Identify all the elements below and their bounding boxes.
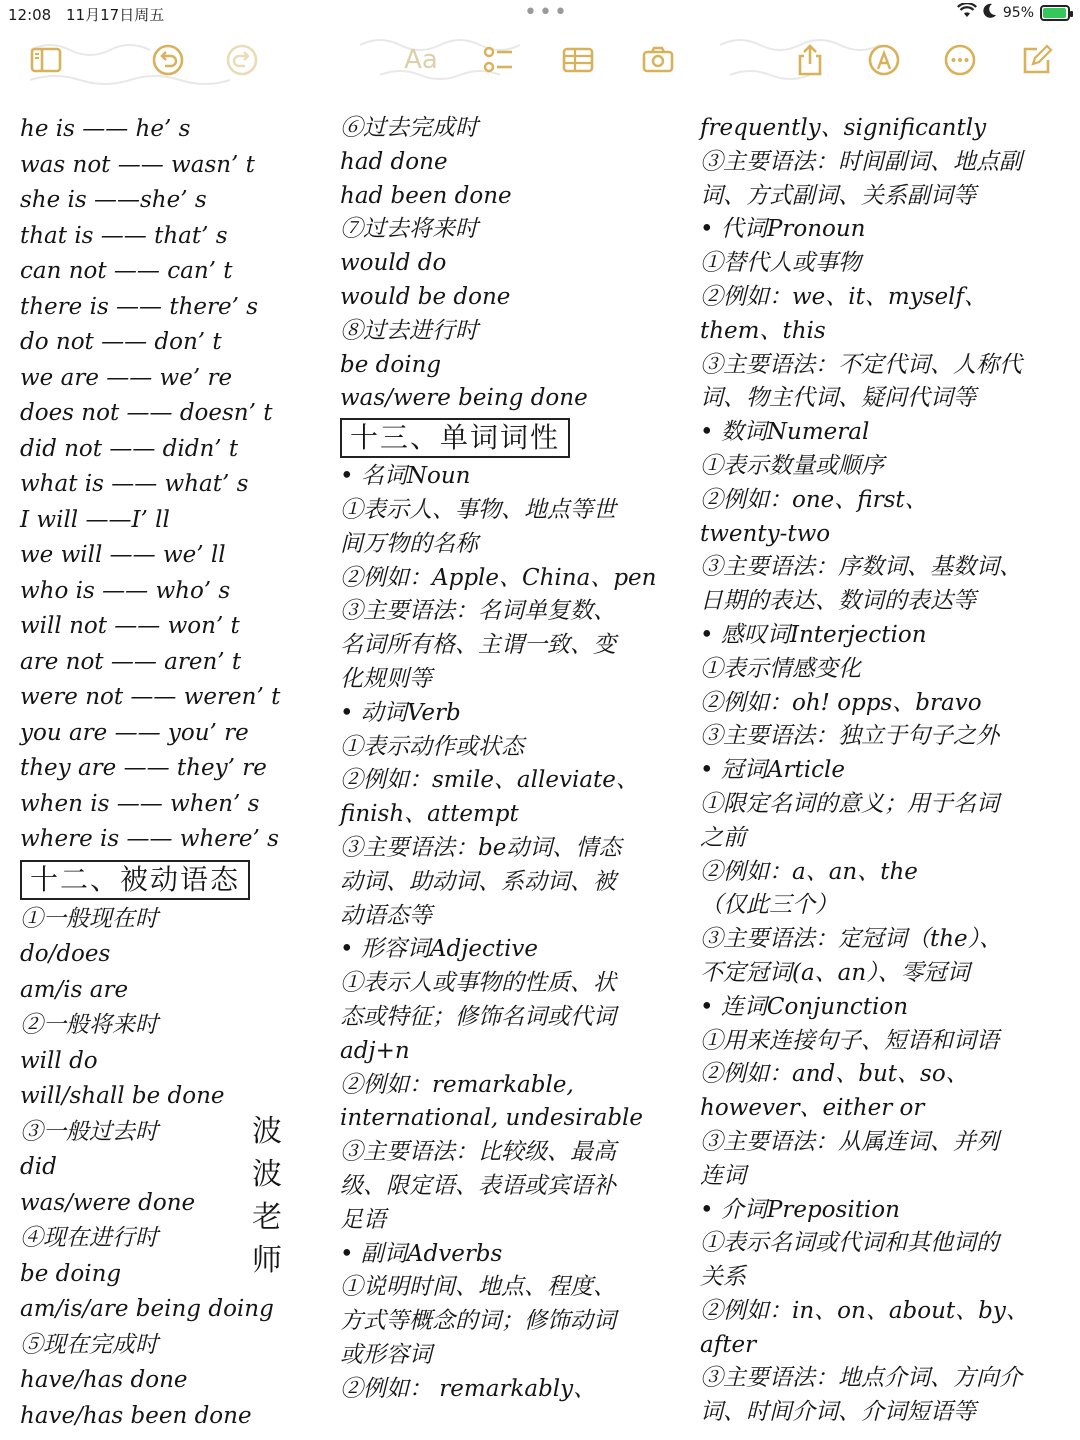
battery-fill: [1043, 8, 1066, 18]
note-line: ①用来连接句子、短语和词语: [700, 1027, 999, 1054]
note-line: would do: [340, 250, 447, 277]
note-line: be doing: [340, 351, 442, 378]
note-line: • 名词Noun: [340, 463, 471, 490]
note-line: they are —— they’ re: [20, 755, 267, 781]
battery-percent: 95%: [1002, 5, 1034, 21]
camera-icon[interactable]: [638, 40, 678, 80]
note-line: 动词、助动词、系动词、被: [340, 868, 616, 895]
note-line: ②例如：a、an、the: [700, 858, 918, 885]
note-line: was/were being done: [340, 385, 588, 412]
note-line: 日期的表达、数词的表达等: [700, 588, 976, 615]
note-line: does not —— doesn’ t: [20, 400, 273, 426]
status-date: 11月17日周五: [66, 6, 165, 24]
note-line: 名词所有格、主谓一致、变: [340, 632, 616, 659]
note-line: ②一般将来时: [20, 1012, 158, 1038]
note-line: 词、物主代词、疑问代词等: [700, 385, 976, 412]
note-line: ①表示情感变化: [700, 655, 861, 682]
note-line: did: [20, 1154, 57, 1180]
note-line: had been done: [340, 182, 512, 209]
note-line: ③主要语法：序数词、基数词、: [700, 554, 1022, 581]
undo-icon[interactable]: [148, 40, 188, 80]
note-line: ③主要语法：不定代词、人称代: [700, 351, 1022, 378]
note-line: • 代词Pronoun: [700, 216, 866, 243]
note-line: was/were done: [20, 1189, 196, 1216]
note-line: • 连词Conjunction: [700, 993, 909, 1020]
note-line: ③主要语法：名词单复数、: [340, 598, 616, 625]
section-heading-13: 十三、单词词性: [340, 418, 570, 458]
note-line: after: [700, 1331, 757, 1358]
note-line: 态或特征；修饰名词或代词: [340, 1003, 616, 1030]
share-icon[interactable]: [790, 40, 830, 80]
note-line: • 介词Preposition: [700, 1196, 900, 1223]
more-icon[interactable]: [940, 40, 980, 80]
note-line: we will —— we’ ll: [20, 542, 226, 568]
note-line: 化规则等: [340, 665, 432, 692]
note-line: ①说明时间、地点、程度、: [340, 1274, 616, 1301]
note-line: there is —— there’ s: [20, 293, 259, 320]
side-note-char: 波: [252, 1157, 282, 1192]
note-line: ①表示人或事物的性质、状: [340, 970, 616, 997]
status-bar: [0, 0, 1080, 28]
note-line: 或形容词: [340, 1341, 432, 1368]
note-column-2[interactable]: [340, 112, 690, 1406]
note-line: • 冠词Article: [700, 757, 845, 784]
note-line: ③主要语法：时间副词、地点副: [700, 148, 1022, 175]
parts-of-speech-list-1: [340, 460, 690, 1406]
note-line: I will ——I’ ll: [20, 506, 170, 533]
wifi-icon: [957, 3, 977, 23]
parts-of-speech-list-2: [700, 112, 1075, 1430]
note-line: had done: [340, 148, 448, 175]
note-column-3[interactable]: [700, 112, 1075, 1430]
note-line: ①表示动作或状态: [340, 733, 524, 760]
note-line: • 形容词Adjective: [340, 936, 539, 963]
multitasking-dots[interactable]: •••: [524, 0, 569, 25]
note-line: ①表示名词或代词和其他词的: [700, 1230, 999, 1257]
note-line: ②例如：and、but、so、: [700, 1061, 969, 1088]
note-line: ②例如：oh! opps、bravo: [700, 689, 982, 716]
redo-icon[interactable]: [222, 40, 262, 80]
note-line: ③主要语法：独立于句子之外: [700, 723, 999, 750]
note-line: am/is/are being doing: [20, 1296, 274, 1322]
note-line: • 动词Verb: [340, 699, 461, 726]
format-text-icon[interactable]: Aa: [404, 45, 438, 75]
note-line: ③主要语法：定冠词（the）、: [700, 926, 1003, 953]
battery-icon: [1040, 5, 1070, 21]
section-heading-12: 十二、被动语态: [20, 860, 250, 900]
status-indicators: [957, 3, 1070, 23]
note-line: ①表示数量或顺序: [700, 452, 884, 479]
note-line: adj+n: [340, 1037, 410, 1064]
note-line: that is —— that’ s: [20, 222, 228, 249]
note-line: 词、时间介词、介词短语等: [700, 1399, 976, 1426]
note-line: she is ——she’ s: [20, 187, 207, 213]
note-line: 词、方式副词、关系副词等: [700, 182, 976, 209]
note-line: do not —— don’ t: [20, 329, 222, 355]
note-line: who is —— who’ s: [20, 577, 231, 604]
side-note-char: 波: [252, 1114, 282, 1149]
side-note-chars: [252, 1110, 286, 1282]
note-line: where is —— where’ s: [20, 826, 279, 852]
note-line: ③主要语法：地点介词、方向介: [700, 1365, 1022, 1392]
note-line: 方式等概念的词；修饰动词: [340, 1308, 616, 1335]
note-line: ②例如：one、first、: [700, 486, 928, 513]
note-line: 不定冠词(a、an）、零冠词: [700, 959, 970, 986]
note-line: 连词: [700, 1162, 746, 1189]
note-line: international, undesirable: [340, 1105, 644, 1132]
note-line: we are —— we’ re: [20, 364, 233, 391]
note-line: 级、限定语、表语或宾语补: [340, 1172, 616, 1199]
note-line: ②例如：we、it、myself、: [700, 283, 987, 310]
note-line: • 副词Adverbs: [340, 1240, 503, 1267]
note-line: do/does: [20, 941, 111, 967]
notes-toolbar: [0, 40, 1080, 88]
note-line: however、either or: [700, 1095, 925, 1122]
moon-icon: [983, 3, 997, 23]
note-line: will/shall be done: [20, 1083, 225, 1109]
note-line: have/has done: [20, 1367, 188, 1393]
note-line: ③主要语法：be动词、情态: [340, 834, 622, 861]
note-line: 关系: [700, 1264, 746, 1291]
note-line: you are —— you’ re: [20, 719, 249, 746]
note-line: have/has been done: [20, 1402, 252, 1429]
note-line: ⑦过去将来时: [340, 216, 478, 243]
tense-list: [340, 112, 690, 416]
note-line: finish、attempt: [340, 801, 519, 828]
note-line: were not —— weren’ t: [20, 684, 281, 710]
note-line: ①表示人、事物、地点等世: [340, 496, 616, 523]
compose-icon[interactable]: [1016, 40, 1056, 80]
note-line: will do: [20, 1047, 98, 1074]
note-line: ②例如：remarkable,: [340, 1071, 574, 1098]
note-line: • 感叹词Interjection: [700, 621, 927, 648]
note-line: ②例如： remarkably、: [340, 1375, 597, 1402]
note-line: ②例如：in、on、about、by、: [700, 1297, 1029, 1324]
note-line: 之前: [700, 824, 746, 851]
note-line: when is —— when’ s: [20, 790, 260, 817]
side-note-char: 老: [252, 1200, 282, 1235]
side-note-signature: [252, 1110, 286, 1282]
note-line: what is —— what’ s: [20, 471, 249, 497]
note-line: can not —— can’ t: [20, 258, 233, 284]
note-line: ③主要语法：比较级、最高: [340, 1139, 616, 1166]
side-note-char: 师: [252, 1243, 282, 1278]
note-line: （仅此三个）: [700, 892, 838, 919]
contraction-list: [20, 112, 325, 858]
note-line: am/is are: [20, 976, 129, 1003]
note-line: ①替代人或事物: [700, 250, 861, 277]
note-line: he is —— he’ s: [20, 116, 191, 142]
table-icon[interactable]: [558, 40, 598, 80]
note-line: ②例如：Apple、China、pen: [340, 564, 657, 591]
note-line: ③主要语法：从属连词、并列: [700, 1128, 999, 1155]
checklist-icon[interactable]: [478, 40, 518, 80]
note-line: was not —— wasn’ t: [20, 151, 255, 178]
note-line: twenty-two: [700, 520, 831, 547]
note-line: ①限定名词的意义；用于名词: [700, 790, 999, 817]
note-line: ④现在进行时: [20, 1225, 158, 1251]
note-line: • 数词Numeral: [700, 419, 870, 446]
markup-icon[interactable]: [864, 40, 904, 80]
note-line: them、this: [700, 317, 826, 344]
note-line: 间万物的名称: [340, 530, 478, 557]
note-line: ⑧过去进行时: [340, 317, 478, 344]
note-line: ⑤现在完成时: [20, 1331, 158, 1358]
note-line: ⑥过去完成时: [340, 115, 478, 141]
note-line: frequently、significantly: [700, 115, 987, 141]
note-line: ①一般现在时: [20, 905, 158, 932]
note-line: are not —— aren’ t: [20, 648, 242, 675]
note-line: ③一般过去时: [20, 1118, 158, 1145]
note-line: did not —— didn’ t: [20, 435, 239, 462]
note-line: ②例如：smile、alleviate、: [340, 767, 639, 794]
note-line: 足语: [340, 1206, 386, 1233]
note-line: be doing: [20, 1260, 122, 1287]
sidebar-icon[interactable]: [26, 40, 66, 80]
status-time-date: [8, 4, 174, 25]
note-line: will not —— won’ t: [20, 613, 240, 639]
note-line: 动语态等: [340, 902, 432, 929]
status-time: 12:08: [8, 6, 52, 24]
note-line: would be done: [340, 283, 511, 310]
